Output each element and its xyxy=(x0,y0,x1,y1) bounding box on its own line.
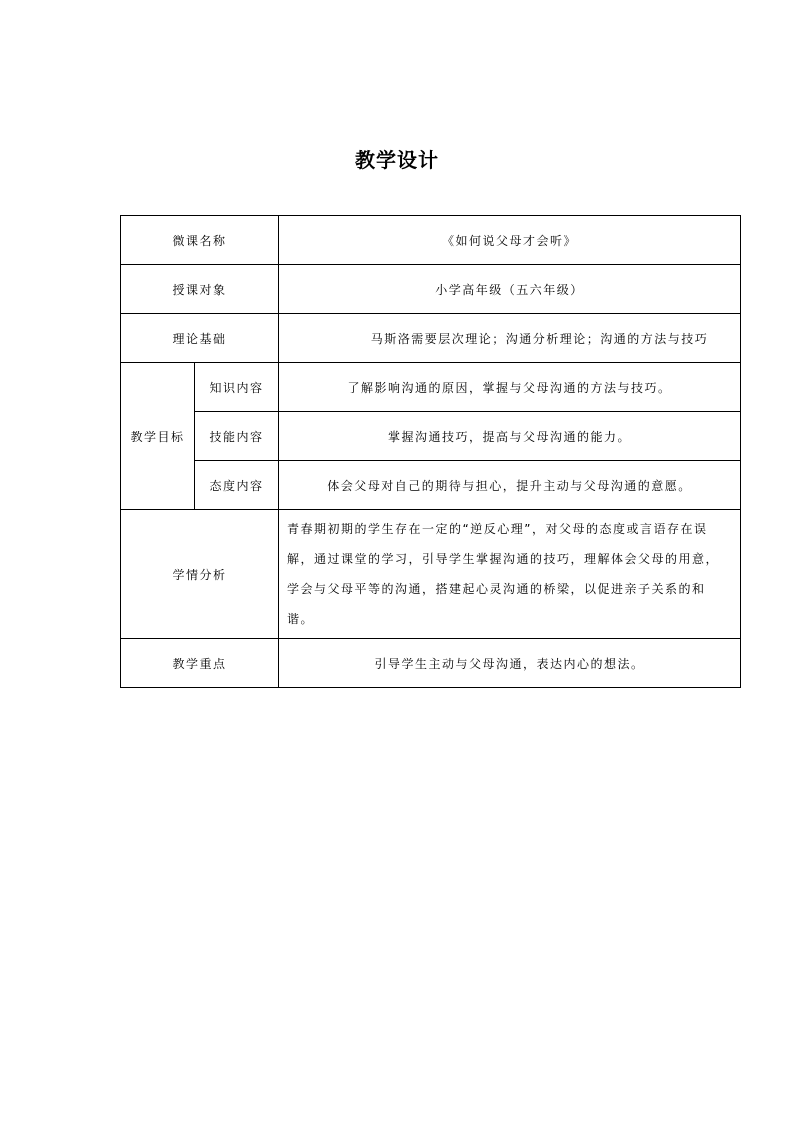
table-row-theory xyxy=(121,314,741,363)
course-name-label: 微课名称 xyxy=(121,216,279,265)
analysis-value: 青春期初期的学生存在一定的“逆反心理”，对父母的态度或言语存在误解，通过课堂的学习，引导学生掌握沟通的技巧，理解体会父母的用意，学会与父母平等的沟通，搭建起心灵沟通的桥梁，以促进亲子关系的和谐。 xyxy=(279,510,741,639)
goal-skill-label: 技能内容 xyxy=(195,412,279,461)
analysis-label: 学情分析 xyxy=(121,510,279,639)
table-row-audience xyxy=(121,265,741,314)
goal-knowledge-value: 了解影响沟通的原因，掌握与父母沟通的方法与技巧。 xyxy=(279,363,741,412)
audience-value: 小学高年级（五六年级） xyxy=(279,265,741,314)
theory-label: 理论基础 xyxy=(121,314,279,363)
focus-value: 引导学生主动与父母沟通，表达内心的想法。 xyxy=(279,639,741,688)
goal-attitude-label: 态度内容 xyxy=(195,461,279,510)
lesson-design-table xyxy=(120,215,741,688)
table-row-course-name xyxy=(121,216,741,265)
table-row-goal-attitude xyxy=(121,461,741,510)
table-row-analysis xyxy=(121,510,741,639)
page-title: 教学设计 xyxy=(355,148,439,172)
goal-attitude-value: 体会父母对自己的期待与担心，提升主动与父母沟通的意愿。 xyxy=(279,461,741,510)
audience-label: 授课对象 xyxy=(121,265,279,314)
table-row-goal-skill xyxy=(121,412,741,461)
goal-knowledge-label: 知识内容 xyxy=(195,363,279,412)
teaching-goals-label: 教学目标 xyxy=(121,363,195,510)
theory-value: 马斯洛需要层次理论；沟通分析理论；沟通的方法与技巧 xyxy=(279,314,741,363)
focus-label: 教学重点 xyxy=(121,639,279,688)
table-row-focus xyxy=(121,639,741,688)
course-name-value: 《如何说父母才会听》 xyxy=(279,216,741,265)
table-row-goal-knowledge xyxy=(121,363,741,412)
goal-skill-value: 掌握沟通技巧，提高与父母沟通的能力。 xyxy=(279,412,741,461)
